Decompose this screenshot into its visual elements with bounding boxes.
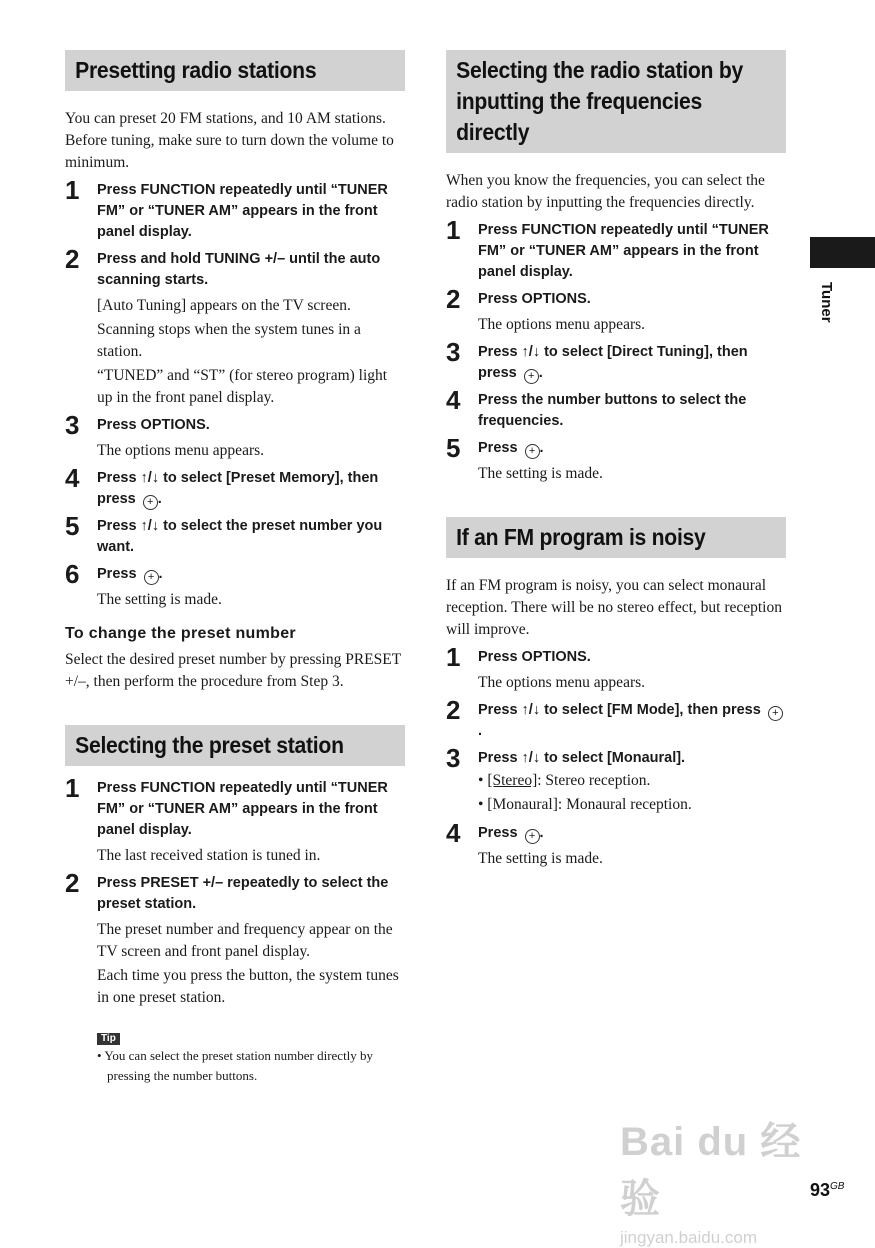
step-description: The setting is made. xyxy=(478,850,603,867)
enter-circle-icon: + xyxy=(525,444,540,459)
step-number: 3 xyxy=(65,410,80,440)
direct-tuning-section-header xyxy=(446,50,786,153)
enter-circle-icon: + xyxy=(144,570,159,585)
selecting-preset-title: Selecting the preset station xyxy=(65,725,403,766)
change-preset-heading: To change the preset number xyxy=(65,625,296,642)
default-option: [Stereo] xyxy=(487,772,538,789)
step-number: 2 xyxy=(446,284,461,314)
enter-circle-icon: + xyxy=(525,829,540,844)
bullet-mark: • xyxy=(478,772,488,789)
presetting-title: Presetting radio stations xyxy=(65,50,403,91)
step-number: 1 xyxy=(65,175,80,205)
enter-circle-icon: + xyxy=(143,495,158,510)
step-instruction: Press FUNCTION repeatedly until “TUNER FM” or “TUNER AM” appears in the front panel display. xyxy=(97,182,388,240)
step-description: [Auto Tuning] appears on the TV screen. xyxy=(97,297,351,314)
watermark-logo xyxy=(620,1110,825,1247)
noisy-step-2 xyxy=(446,695,786,742)
step-number: 1 xyxy=(446,642,461,672)
step-instruction: Press OPTIONS. xyxy=(478,649,591,665)
step-description: The options menu appears. xyxy=(97,442,265,459)
period: . xyxy=(478,723,483,739)
presetting-section-header xyxy=(65,50,405,91)
watermark-main: Bai du 经验 xyxy=(620,1120,802,1221)
tip-text: • You can select the preset station number directly by pressing the number buttons. xyxy=(97,1048,374,1083)
step-instruction xyxy=(97,468,405,510)
direct-tuning-title: Selecting the radio station by inputting the frequencies directly xyxy=(446,50,784,153)
step-instruction: Press ↑/↓ to select [Monaural]. xyxy=(478,750,686,766)
preset-step-5 xyxy=(65,511,405,558)
step-instruction: Press PRESET +/– repeatedly to select the preset station. xyxy=(97,875,389,912)
section-spacer xyxy=(65,693,405,725)
step-number: 1 xyxy=(446,215,461,245)
presetting-intro: You can preset 20 FM stations, and 10 AM stations. Before tuning, make sure to turn down the volume to minimum. xyxy=(65,110,394,171)
step-number: 4 xyxy=(65,463,80,493)
step-number: 4 xyxy=(446,818,461,848)
direct-step-5 xyxy=(446,433,786,485)
page-suffix: GB xyxy=(830,1181,845,1192)
section-spacer xyxy=(446,485,786,517)
instruction-text: Press xyxy=(478,440,518,456)
step-description: Each time you press the button, the system tunes in one preset station. xyxy=(97,967,399,1006)
step-instruction: Press OPTIONS. xyxy=(478,291,591,307)
right-column xyxy=(446,50,786,870)
select-step-2 xyxy=(65,868,405,1009)
preset-step-3 xyxy=(65,410,405,462)
instruction-text: Press ↑/↓ to select [Preset Memory], then press xyxy=(97,470,379,507)
noisy-step-1 xyxy=(446,642,786,694)
step-instruction: Press FUNCTION repeatedly until “TUNER FM” or “TUNER AM” appears in the front panel display. xyxy=(97,780,388,838)
fm-noisy-intro: If an FM program is noisy, you can select monaural reception. There will be no stereo effect, but reception will improve. xyxy=(446,577,782,638)
tip-badge: Tip xyxy=(97,1033,120,1045)
step-number: 3 xyxy=(446,743,461,773)
preset-step-6 xyxy=(65,559,405,611)
step-number: 1 xyxy=(65,773,80,803)
step-number: 2 xyxy=(65,868,80,898)
page-number xyxy=(810,1180,844,1201)
step-description: The options menu appears. xyxy=(478,316,646,333)
fm-noisy-title: If an FM program is noisy xyxy=(446,517,784,558)
left-column xyxy=(65,50,405,1086)
instruction-text: Press xyxy=(97,566,137,582)
step-number: 6 xyxy=(65,559,80,589)
step-number: 2 xyxy=(65,244,80,274)
instruction-text: Press xyxy=(478,825,518,841)
preset-step-1 xyxy=(65,175,405,243)
direct-tuning-intro: When you know the frequencies, you can select the radio station by inputting the frequencies directly. xyxy=(446,172,765,211)
step-description: The preset number and frequency appear on the TV screen and front panel display. xyxy=(97,921,393,960)
step-number: 5 xyxy=(65,511,80,541)
step-description: Scanning stops when the system tunes in a station. xyxy=(97,321,361,360)
step-number: 3 xyxy=(446,337,461,367)
direct-step-4 xyxy=(446,385,786,432)
period: . xyxy=(539,440,544,456)
step-instruction: Press the number buttons to select the frequencies. xyxy=(478,392,747,429)
select-step-1 xyxy=(65,773,405,867)
period: . xyxy=(157,491,162,507)
option-monaural: • [Monaural]: Monaural reception. xyxy=(478,796,692,813)
option-stereo xyxy=(478,769,786,793)
step-description: The last received station is tuned in. xyxy=(97,847,321,864)
enter-circle-icon: + xyxy=(524,369,539,384)
step-instruction xyxy=(478,342,786,384)
page-number-value: 93 xyxy=(810,1180,831,1200)
selecting-preset-section-header xyxy=(65,725,405,766)
watermark-url: jingyan.baidu.com xyxy=(620,1228,758,1247)
fm-noisy-section-header xyxy=(446,517,786,558)
preset-step-2 xyxy=(65,244,405,409)
step-instruction: Press FUNCTION repeatedly until “TUNER FM” or “TUNER AM” appears in the front panel display. xyxy=(478,222,769,280)
step-number: 5 xyxy=(446,433,461,463)
period: . xyxy=(538,365,543,381)
step-description: The setting is made. xyxy=(97,591,222,608)
preset-step-4 xyxy=(65,463,405,510)
direct-step-2 xyxy=(446,284,786,336)
instruction-text: Press ↑/↓ to select [FM Mode], then press xyxy=(478,702,761,718)
step-description: The setting is made. xyxy=(478,465,603,482)
direct-step-1 xyxy=(446,215,786,283)
side-tab-label: Tuner xyxy=(818,282,835,323)
step-instruction xyxy=(478,823,786,844)
step-description: “TUNED” and “ST” (for stereo program) light up in the front panel display. xyxy=(97,367,388,406)
step-instruction xyxy=(97,564,405,585)
change-preset-text: Select the desired preset number by pressing PRESET +/–, then perform the procedure from Step 3. xyxy=(65,651,401,690)
option-desc: : Stereo reception. xyxy=(537,772,651,789)
noisy-step-4 xyxy=(446,818,786,870)
direct-step-3 xyxy=(446,337,786,384)
side-tab-marker xyxy=(810,237,875,268)
period: . xyxy=(539,825,544,841)
step-number: 4 xyxy=(446,385,461,415)
step-instruction: Press OPTIONS. xyxy=(97,417,210,433)
period: . xyxy=(158,566,163,582)
instruction-text: Press ↑/↓ to select [Direct Tuning], then press xyxy=(478,344,748,381)
step-instruction xyxy=(478,700,786,742)
step-number: 2 xyxy=(446,695,461,725)
noisy-step-3 xyxy=(446,743,786,817)
step-description: The options menu appears. xyxy=(478,674,646,691)
step-instruction xyxy=(478,438,786,459)
step-instruction: Press ↑/↓ to select the preset number you want. xyxy=(97,518,383,555)
step-instruction: Press and hold TUNING +/– until the auto scanning starts. xyxy=(97,251,381,288)
enter-circle-icon: + xyxy=(768,706,783,721)
